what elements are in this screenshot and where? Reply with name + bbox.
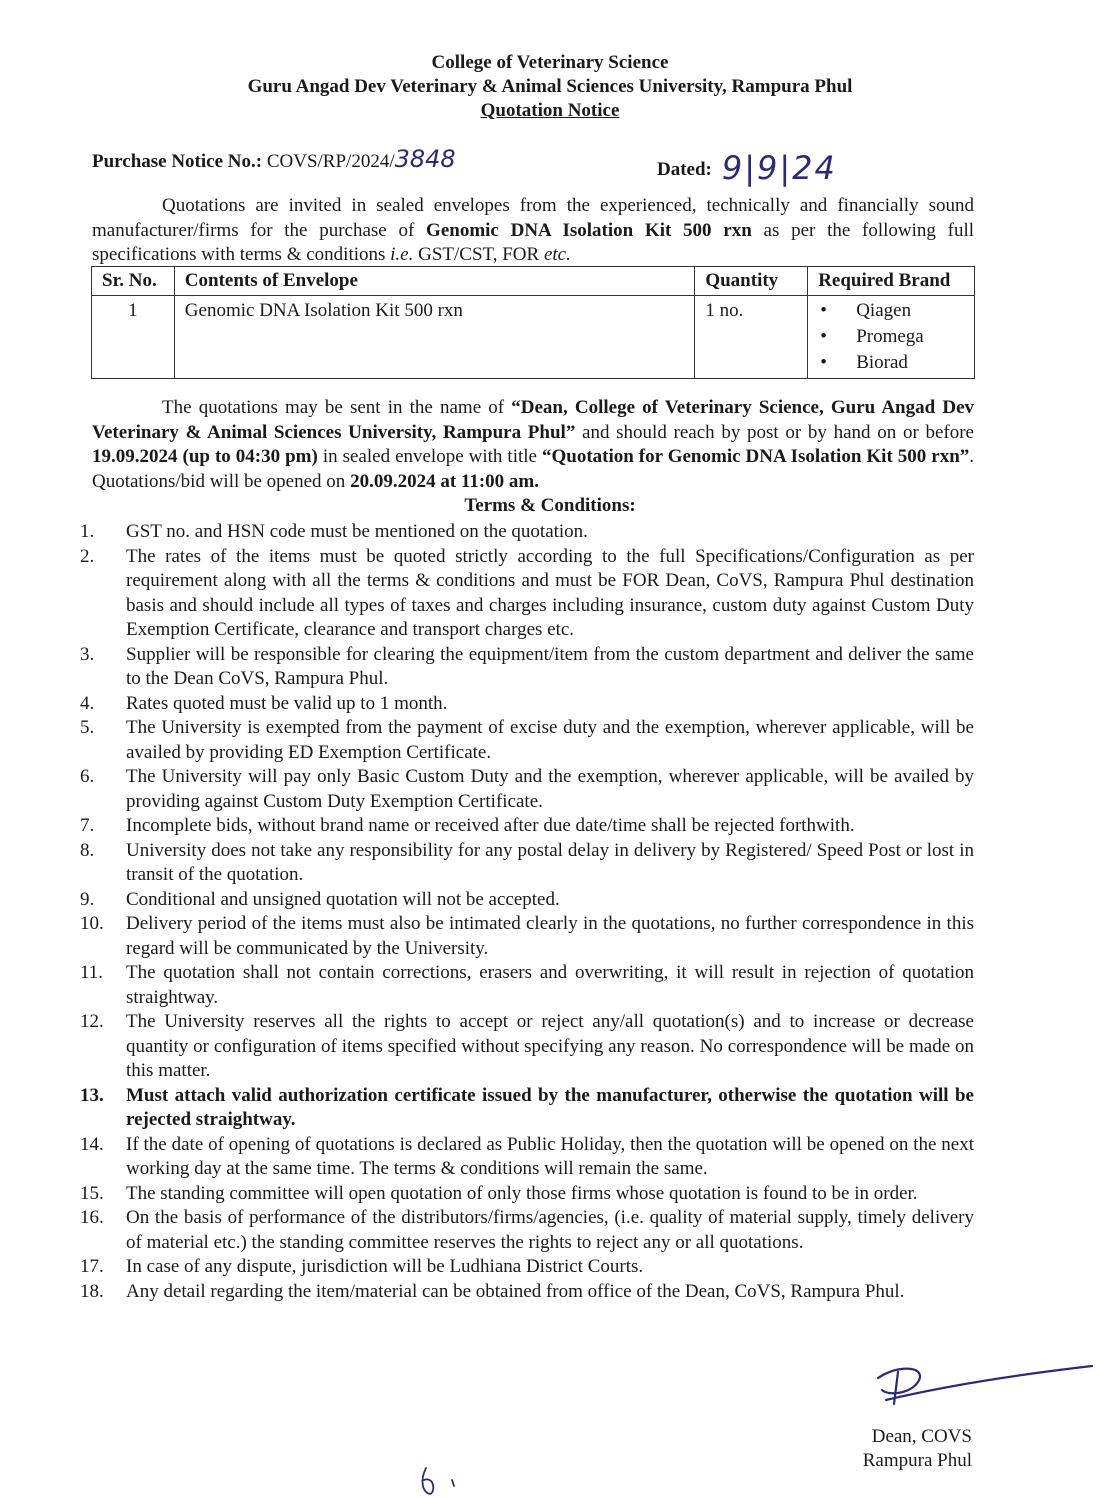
term-item: 5. The University is exempted from the payment of excise duty and the exemption, wherever applicable, will be availed by providing ED Exemption Certificate. xyxy=(80,717,974,763)
table-row xyxy=(92,296,975,379)
terms-list xyxy=(80,520,974,1304)
table-header-row xyxy=(92,267,975,296)
term-item: 16. On the basis of performance of the distributors/firms/agencies, (i.e. quality of material supply, timely delivery of material etc.) the standing committee reserves the rights to reject any or all quotations. xyxy=(80,1207,974,1253)
dated-handwritten: 9|9|24 xyxy=(721,149,837,187)
handwritten-mark-icon xyxy=(400,1462,480,1498)
purchase-notice-printed: COVS/RP/2024/ xyxy=(262,151,395,172)
header-quantity: Quantity xyxy=(695,267,808,296)
submission-paragraph: The quotations may be sent in the name of “Dean, College of Veterinary Science, Guru Angad Dev Veterinary & Animal Sciences University, Rampura Phul” and should reach by post or by hand on or before 19.09.2024 (up to 04:30 pm) in sealed envelope with title “Quotation for Genomic DNA Isolation Kit 500 rxn”. Quotations/bid will be opened on 20.09.2024 at 11:00 am. xyxy=(92,397,975,492)
cell-contents: Genomic DNA Isolation Kit 500 rxn xyxy=(174,296,695,379)
term-item: 17. In case of any dispute, jurisdiction will be Ludhiana District Courts. xyxy=(80,1256,644,1277)
intro-paragraph: Quotations are invited in sealed envelopes from the experienced, technically and financially sound manufacturer/firms for the purchase of Genomic DNA Isolation Kit 500 rxn as per the following full specifications with terms & conditions i.e. GST/CST, FOR etc. xyxy=(92,195,975,265)
term-item: 9. Conditional and unsigned quotation will not be accepted. xyxy=(80,888,560,910)
term-item: 8. University does not take any responsibility for any postal delay in delivery by Registered/ Speed Post or lost in transit of the quotation. xyxy=(80,839,974,885)
items-table xyxy=(91,266,975,379)
due-date: 19.09.2024 (up to 04:30 pm) xyxy=(92,446,318,467)
term-item: 14. If the date of opening of quotations is declared as Public Holiday, then the quotation will be opened on the next working day at the same time. The terms & conditions will remain the same. xyxy=(80,1133,974,1179)
signatory-title: Dean, COVS xyxy=(871,1426,972,1447)
purchase-notice-number xyxy=(92,145,456,173)
item-name: Genomic DNA Isolation Kit 500 rxn xyxy=(426,219,752,241)
term-item: 3. Supplier will be responsible for clearing the equipment/item from the custom department and deliver the same to the Dean CoVS, Rampura Phul. xyxy=(80,643,974,689)
term-item: 4. Rates quoted must be valid up to 1 month. xyxy=(80,692,448,714)
term-item: 10. Delivery period of the items must also be intimated clearly in the quotations, no further correspondence in this regard will be communicated by the University. xyxy=(80,913,974,959)
term-item: 7. Incomplete bids, without brand name or received after due date/time shall be rejected forthwith. xyxy=(80,815,855,836)
header-contents: Contents of Envelope xyxy=(174,267,695,296)
term-item: 1. GST no. and HSN code must be mentioned on the quotation. xyxy=(80,521,588,542)
term-item: 11. The quotation shall not contain corrections, erasers and overwriting, it will result in rejection of quotation straightway. xyxy=(80,962,974,1008)
notice-title: Quotation Notice xyxy=(480,100,620,121)
term-item: 15. The standing committee will open quotation of only those firms whose quotation is found to be in order. xyxy=(80,1182,918,1204)
term-item: 12. The University reserves all the rights to accept or reject any/all quotation(s) and to increase or decrease quantity or configuration of items specified without specifying any reason. No correspondence will be made on this matter. xyxy=(80,1011,974,1081)
university-name: Guru Angad Dev Veterinary & Animal Sciences University, Rampura Phul xyxy=(247,76,853,97)
opening-date: 20.09.2024 at 11:00 am. xyxy=(350,470,539,492)
college-name: College of Veterinary Science xyxy=(431,52,669,73)
terms-title: Terms & Conditions: xyxy=(464,495,636,516)
brand-item: • Promega xyxy=(818,324,964,350)
term-item: 2. The rates of the items must be quoted strictly according to the full Specifications/Configuration as per requirement along with all the terms & conditions and must be FOR Dean, CoVS, Rampura Phul destination basis and should include all types of taxes and charges including insurance, custom duty against Custom Duty Exemption Certificate, clearance and transport charges etc. xyxy=(80,545,974,640)
term-item: 6. The University will pay only Basic Custom Duty and the exemption, wherever applicable, will be availed by providing against Custom Duty Exemption Certificate. xyxy=(80,766,974,812)
cell-brands xyxy=(808,296,975,379)
cell-quantity: 1 no. xyxy=(695,296,808,379)
dated-label: Dated: xyxy=(657,159,712,180)
header-sr-no: Sr. No. xyxy=(92,267,175,296)
purchase-notice-label: Purchase Notice No.: xyxy=(92,151,263,172)
brand-item: • Qiagen xyxy=(818,298,964,324)
purchase-notice-handwritten: 3848 xyxy=(394,145,456,173)
cell-sr-no: 1 xyxy=(92,296,175,379)
term-item: 13. Must attach valid authorization certificate issued by the manufacturer, otherwise the quotation will be rejected straightway. xyxy=(80,1084,974,1130)
brand-list xyxy=(818,298,964,376)
brand-item: • Biorad xyxy=(818,350,964,376)
notice-date xyxy=(657,145,837,187)
signature-icon xyxy=(868,1356,1094,1416)
header-brand: Required Brand xyxy=(808,267,975,296)
signatory-location: Rampura Phul xyxy=(862,1450,972,1471)
term-item: 18. Any detail regarding the item/material can be obtained from office of the Dean, CoVS, Rampura Phul. xyxy=(80,1280,905,1302)
